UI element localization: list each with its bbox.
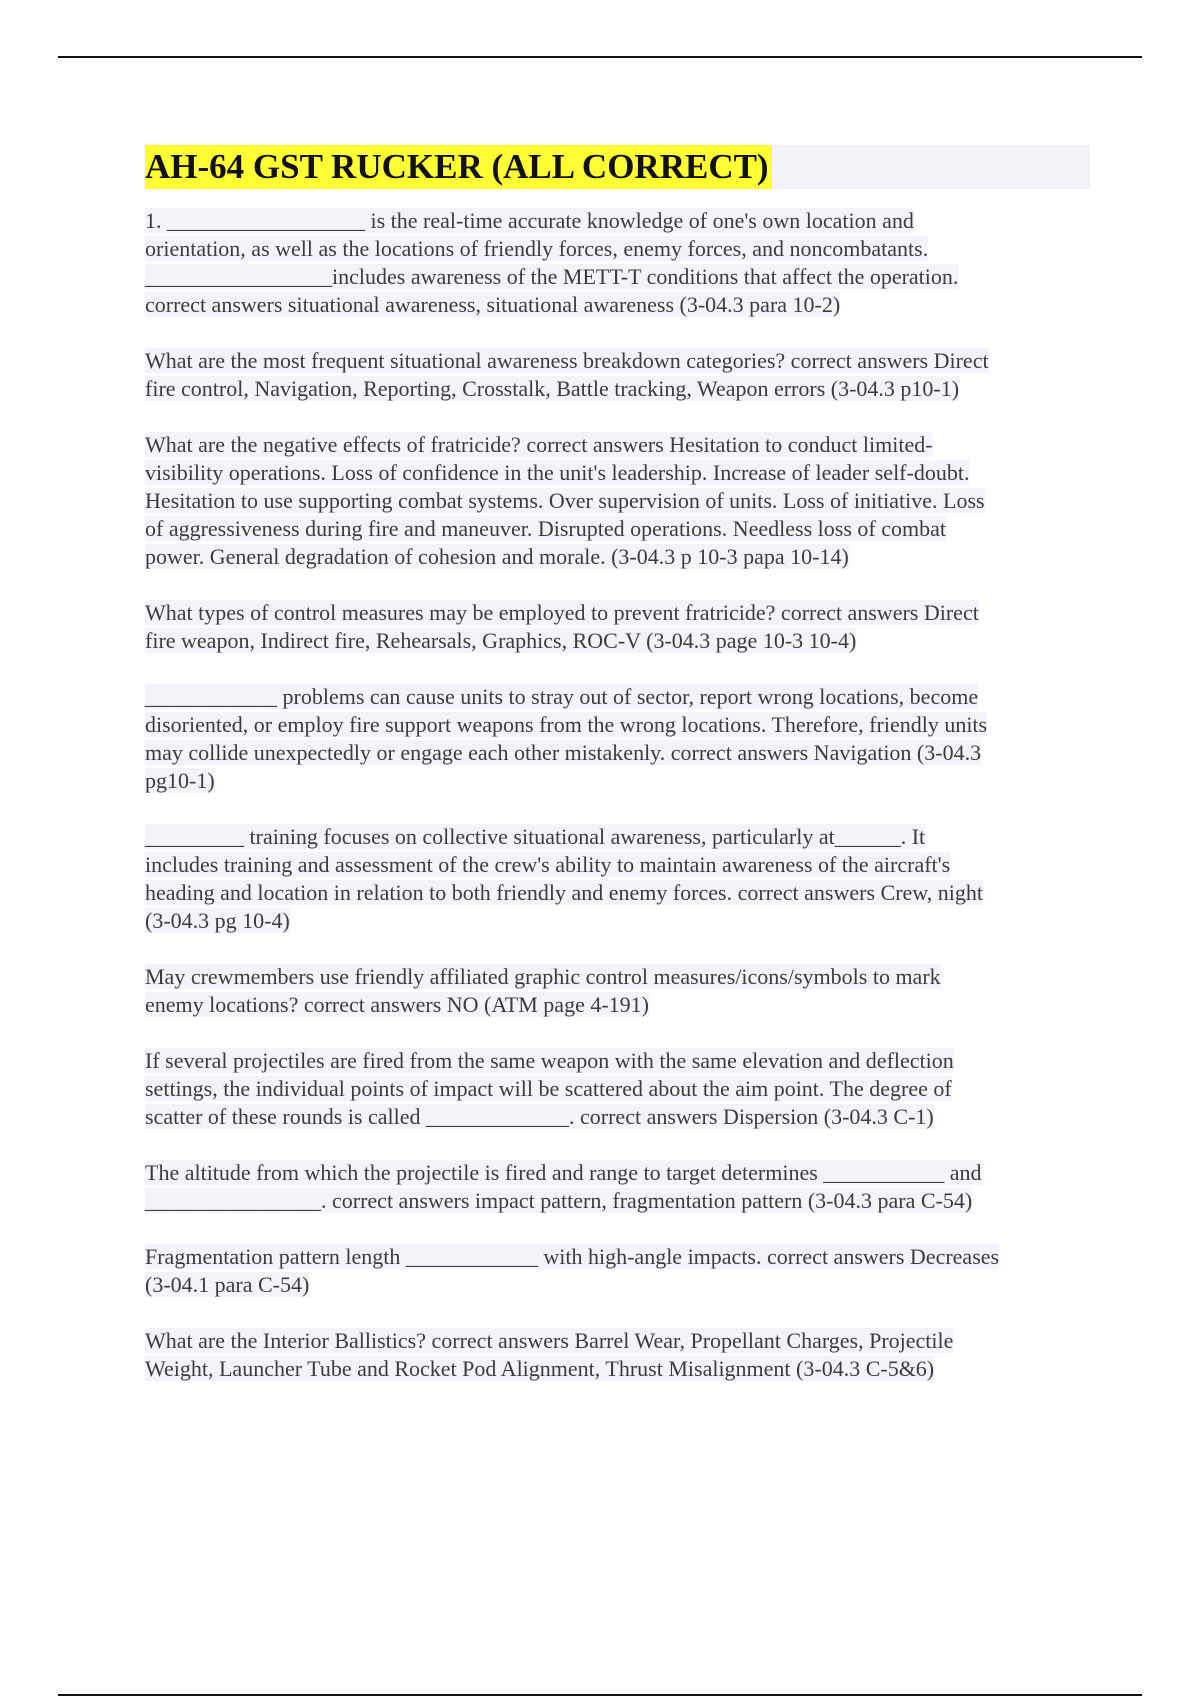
qa-line-text: orientation, as well as the locations of friendly forces, enemy forces, and noncombatants.: [145, 236, 929, 261]
qa-line: [145, 347, 1090, 375]
qa-line: [145, 1075, 1090, 1103]
qa-line: [145, 1327, 1090, 1355]
document-body: [145, 145, 1090, 1411]
qa-entry: [145, 1243, 1090, 1299]
qa-line-text: _________ training focuses on collective situational awareness, particularly at______. It: [145, 824, 926, 849]
qa-entry: [145, 1327, 1090, 1383]
qa-line: [145, 543, 1090, 571]
title-band: [145, 145, 1090, 189]
qa-list: [145, 207, 1090, 1383]
qa-line-text: Hesitation to use supporting combat systems. Over supervision of units. Loss of initiative. Loss: [145, 488, 985, 513]
qa-entry: [145, 683, 1090, 795]
qa-entry: [145, 823, 1090, 935]
qa-line: [145, 375, 1090, 403]
top-rule: [58, 56, 1142, 58]
qa-line-text: _________________includes awareness of the METT-T conditions that affect the operation.: [145, 264, 959, 289]
qa-line-text: The altitude from which the projectile is fired and range to target determines ___________ and: [145, 1160, 982, 1185]
qa-line-text: pg10-1): [145, 768, 215, 793]
qa-line-text: What are the Interior Ballistics? correct answers Barrel Wear, Propellant Charges, Projectile: [145, 1328, 954, 1353]
qa-line: [145, 1243, 1090, 1271]
qa-line: [145, 1047, 1090, 1075]
qa-line-text: May crewmembers use friendly affiliated graphic control measures/icons/symbols to mark: [145, 964, 941, 989]
qa-line: [145, 991, 1090, 1019]
qa-line-text: Weight, Launcher Tube and Rocket Pod Alignment, Thrust Misalignment (3-04.3 C-5&6): [145, 1356, 935, 1381]
qa-line-text: If several projectiles are fired from the same weapon with the same elevation and deflection: [145, 1048, 954, 1073]
qa-line-text: (3-04.3 pg 10-4): [145, 908, 290, 933]
qa-line: [145, 851, 1090, 879]
qa-line-text: What are the negative effects of fratricide? correct answers Hesitation to conduct limited-: [145, 432, 933, 457]
qa-entry: [145, 599, 1090, 655]
qa-line-text: What are the most frequent situational awareness breakdown categories? correct answers Direct: [145, 348, 989, 373]
qa-line-text: fire control, Navigation, Reporting, Crosstalk, Battle tracking, Weapon errors (3-04.3 p10-1): [145, 376, 960, 401]
qa-line: [145, 207, 1090, 235]
qa-entry: [145, 1047, 1090, 1131]
qa-line: [145, 459, 1090, 487]
qa-line-text: correct answers situational awareness, situational awareness (3-04.3 para 10-2): [145, 292, 841, 317]
qa-line: [145, 879, 1090, 907]
document-title: AH-64 GST RUCKER (ALL CORRECT): [145, 145, 772, 189]
qa-line: [145, 235, 1090, 263]
qa-line-text: Fragmentation pattern length ____________ with high-angle impacts. correct answers Decreases: [145, 1244, 1000, 1269]
qa-line: [145, 1187, 1090, 1215]
qa-line: [145, 291, 1090, 319]
qa-line: [145, 1271, 1090, 1299]
qa-line: [145, 263, 1090, 291]
qa-line: [145, 907, 1090, 935]
qa-line: [145, 711, 1090, 739]
qa-line-text: settings, the individual points of impact will be scattered about the aim point. The degree of: [145, 1076, 952, 1101]
qa-line: [145, 739, 1090, 767]
qa-line-text: of aggressiveness during fire and maneuver. Disrupted operations. Needless loss of combat: [145, 516, 946, 541]
qa-entry: [145, 963, 1090, 1019]
qa-line: [145, 431, 1090, 459]
qa-line-text: enemy locations? correct answers NO (ATM page 4-191): [145, 992, 649, 1017]
qa-line: [145, 963, 1090, 991]
qa-line-text: may collide unexpectedly or engage each other mistakenly. correct answers Navigation (3-04.3: [145, 740, 982, 765]
qa-line-text: heading and location in relation to both friendly and enemy forces. correct answers Crew, night: [145, 880, 983, 905]
qa-line-text: scatter of these rounds is called _____________. correct answers Dispersion (3-04.3 C-1): [145, 1104, 934, 1129]
qa-line-text: disoriented, or employ fire support weapons from the wrong locations. Therefore, friendly units: [145, 712, 988, 737]
qa-line: [145, 1103, 1090, 1131]
qa-entry: [145, 431, 1090, 571]
qa-line: [145, 1159, 1090, 1187]
qa-line-text: power. General degradation of cohesion and morale. (3-04.3 p 10-3 papa 10-14): [145, 544, 849, 569]
qa-line-text: visibility operations. Loss of confidence in the unit's leadership. Increase of leader self-doubt.: [145, 460, 970, 485]
qa-line-text: What types of control measures may be employed to prevent fratricide? correct answers Direct: [145, 600, 979, 625]
qa-line-text: ________________. correct answers impact pattern, fragmentation pattern (3-04.3 para C-54): [145, 1188, 973, 1213]
qa-line-text: 1. __________________ is the real-time accurate knowledge of one's own location and: [145, 208, 914, 233]
qa-line-text: includes training and assessment of the crew's ability to maintain awareness of the aircraft's: [145, 852, 951, 877]
qa-line: [145, 515, 1090, 543]
qa-line: [145, 627, 1090, 655]
qa-entry: [145, 207, 1090, 319]
qa-line-text: fire weapon, Indirect fire, Rehearsals, Graphics, ROC-V (3-04.3 page 10-3 10-4): [145, 628, 857, 653]
qa-entry: [145, 347, 1090, 403]
qa-line: [145, 487, 1090, 515]
qa-line-text: (3-04.1 para C-54): [145, 1272, 310, 1297]
qa-line-text: ____________ problems can cause units to stray out of sector, report wrong locations, become: [145, 684, 979, 709]
qa-line: [145, 823, 1090, 851]
qa-line: [145, 683, 1090, 711]
qa-line: [145, 599, 1090, 627]
qa-entry: [145, 1159, 1090, 1215]
qa-line: [145, 767, 1090, 795]
qa-line: [145, 1355, 1090, 1383]
bottom-rule: [58, 1694, 1142, 1696]
